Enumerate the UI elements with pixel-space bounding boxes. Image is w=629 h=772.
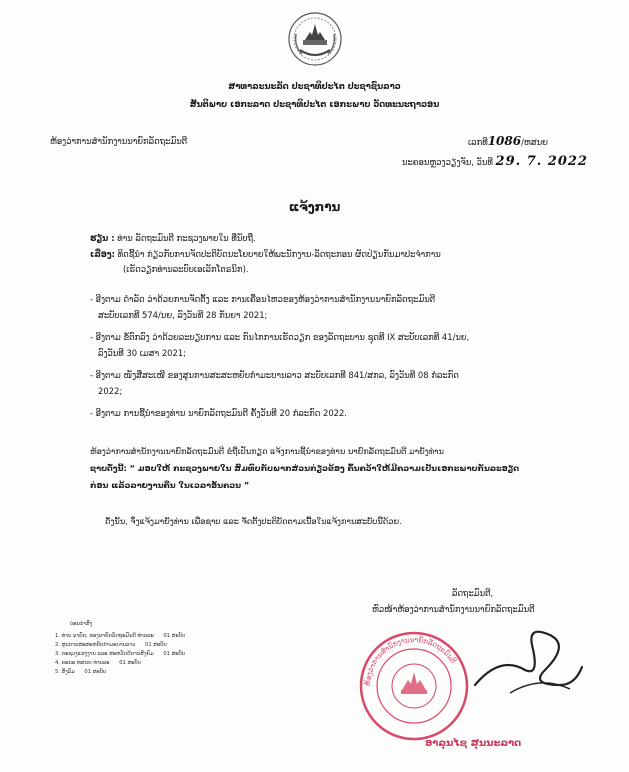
distribution-item-name: 2. ສູນການສະສະຫຍັບກຳມະບານລາວ: [55, 642, 136, 648]
recipient-text: ທ່ານ ລັດຖະມົນຕີ ກະຊວງພາຍໃນ ທີ່ນັບຖື.: [117, 233, 256, 243]
signatory-name: ອາລຸນໄຊ ສຸນນະລາດ: [425, 738, 522, 749]
distribution-item-count: 01 ສະບັບ: [145, 642, 167, 648]
distribution-item-count: 01 ສະບັບ: [163, 633, 186, 639]
document-number: [468, 135, 548, 148]
number-value: 1086: [487, 134, 522, 148]
reference-4-line1: - ອີງຕາມ ການຊີ້ນຳຂອງທ່ານ ນາຍົກລັດຖະມົນຕີ ຄັ້ງວັນທີ 20 ກໍລະກົດ 2022.: [90, 408, 347, 418]
signatory-position: ຫົວໜ້າຫ້ອງວ່າການສຳນັກງານນາຍົກລັດຖະມົນຕີ: [372, 604, 535, 614]
distribution-item-count: 01 ສະບັບ: [163, 651, 185, 657]
reference-1-line2: ສະບັບເລກທີ 574/ນຍ, ລົງວັນທີ 28 ກັນຍາ 2021;: [98, 310, 268, 320]
number-label: ເລກທີ: [468, 137, 488, 147]
place-label: ນະຄອນຫຼວງວຽງຈັນ, ວັນທີ: [402, 157, 493, 167]
distribution-item: [55, 641, 185, 650]
stamp-text: ຫ້ອງວ່າການສຳນັກງານນາຍົກລັດຖະມົນຕີ: [363, 635, 458, 687]
office-name: ຫ້ອງວ່າການສຳນັກງານນາຍົກລັດຖະມົນຕີ: [50, 136, 188, 146]
distribution-item: [55, 659, 185, 668]
recipient-label: ຮຽນ :: [90, 233, 115, 243]
national-emblem: [286, 10, 344, 68]
date-value: 29. 7. 2022: [495, 154, 588, 169]
subject-line2: (ເຮັດວຽກທ່ານລະບົບເອເລັກໂຕຣນິກ).: [123, 264, 249, 274]
reference-1-line1: - ອີງຕາມ ດຳລັດ ວ່າດ້ວຍການຈັດຕັ້ງ ແລະ ການເຄື່ອນໄຫວຂອງຫ້ອງວ່າການສຳນັກງານນາຍົກລັດຖະມົນຕີ: [90, 294, 436, 304]
reference-2-line2: ລົງວັນທີ 30 ເມສາ 2021;: [98, 348, 186, 358]
number-suffix: /ຫສນຍ: [521, 137, 548, 147]
distribution-item-name: 5. ສັງລົມ: [55, 669, 75, 675]
distribution-item-name: 3. ກະຊວງແຮງງານ ແລະ ສະຫວັດດີການສັງຄົມ: [55, 651, 154, 657]
subject-label: ເລື່ອງ:: [90, 249, 115, 259]
distribution-item: [55, 632, 185, 641]
distribution-item-count: 01 ສະບັບ: [84, 669, 107, 675]
distribution-item: [55, 668, 185, 677]
national-motto: ສັນຕິພາບ ເອກະລາດ ປະຊາທິປະໄຕ ເອກະພາບ ວັດທະນະຖາວອນ: [189, 99, 440, 109]
subject-line1: ທິດຊີ້ນຳ ກ່ຽວກັບການຈັດປະຕິບັດນະໂຍບາຍໃຫ້ພະນັກງານ-ລັດຖະກອນ ຜັດປ່ຽນກັນມາປະຈຳການ: [117, 249, 441, 259]
place-date: [402, 156, 588, 168]
distribution-item: [55, 650, 185, 659]
distribution-item-name: 4. ຄະນະ ຫສນຍ ທ່ານລະ: [55, 660, 110, 666]
distribution-item-name: 1. ທ່ານ ນາຍົກ, ຮອງນາຍົກລັດຖະມົນຕີ ທ່ານລະ: [55, 633, 154, 639]
reference-3-line2: 2022;: [98, 386, 123, 396]
distribution-list: [55, 632, 185, 677]
reference-2-line1: - ອີງຕາມ ຂໍ້ຕົກລົງ ວ່າດ້ວຍລະບຽບການ ແລະ ກົນໄກການເຮັດວຽກ ຂອງລັດຖະບານ ຊຸດທີ IX ສະບັບເລກທີ 41/ນຍ,: [90, 332, 470, 342]
signatory-title: ລັດຖະມົນຕີ,: [452, 588, 494, 598]
closing-paragraph: ດັ່ງນັ້ນ, ຈຶ່ງແຈ້ງມາຍັງທ່ານ ເພື່ອຊາບ ແລະ ຈັດຕັ້ງປະຕິບັດຕາມເນື້ອໃນແຈ້ງການສະບັບນີ້ດ້ວຍ.: [105, 516, 402, 526]
distribution-item-count: 01 ສະບັບ: [119, 660, 141, 666]
country-name: ສາທາລະນະລັດ ປະຊາທິປະໄຕ ປະຊາຊົນລາວ: [228, 81, 401, 91]
official-stamp: [358, 630, 470, 742]
reference-3-line1: - ອີງຕາມ ໜັງສືສະເໜີ ຂອງສູນການສະສະຫຍັບກຳມະບານລາວ ສະບັບເລກທີ 841/ສກລ, ລົງວັນທີ 08 ກໍລະກົດ: [90, 370, 459, 380]
subject: [90, 248, 441, 260]
body-paragraph-line1: ຫ້ອງວ່າການສຳນັກງານນາຍົກລັດຖະມົນຕີ ຂໍຖືເປັນກຽດ ແຈ້ງການຊີ້ນຳຂອງທ່ານ ນາຍົກລັດຖະມົນຕີ ມາຍັງທ່ານ: [90, 446, 444, 456]
distribution-title: ບ່ອນນຳສົ່ງ: [70, 621, 93, 627]
document-title: ແຈ້ງການ: [288, 200, 341, 214]
body-paragraph-line3: ກ່ອນ ແລ້ວລາຍງານຄືນ ໃນເວລາອັນຄວນ ”: [90, 480, 250, 490]
recipient: [90, 232, 256, 244]
body-paragraph-line2: ຊາບດັ່ງນີ້: “ ມອບໃຫ້ ກະຊວງພາຍໃນ ສົມທົບກັບພາກສ່ວນກ່ຽວຂ້ອງ ຄົ້ນຄວ້າໃຫ້ມີຄວາມເປັນເອກະພາບກັນລະອຽດ: [90, 463, 519, 473]
handwritten-signature: [470, 615, 590, 705]
